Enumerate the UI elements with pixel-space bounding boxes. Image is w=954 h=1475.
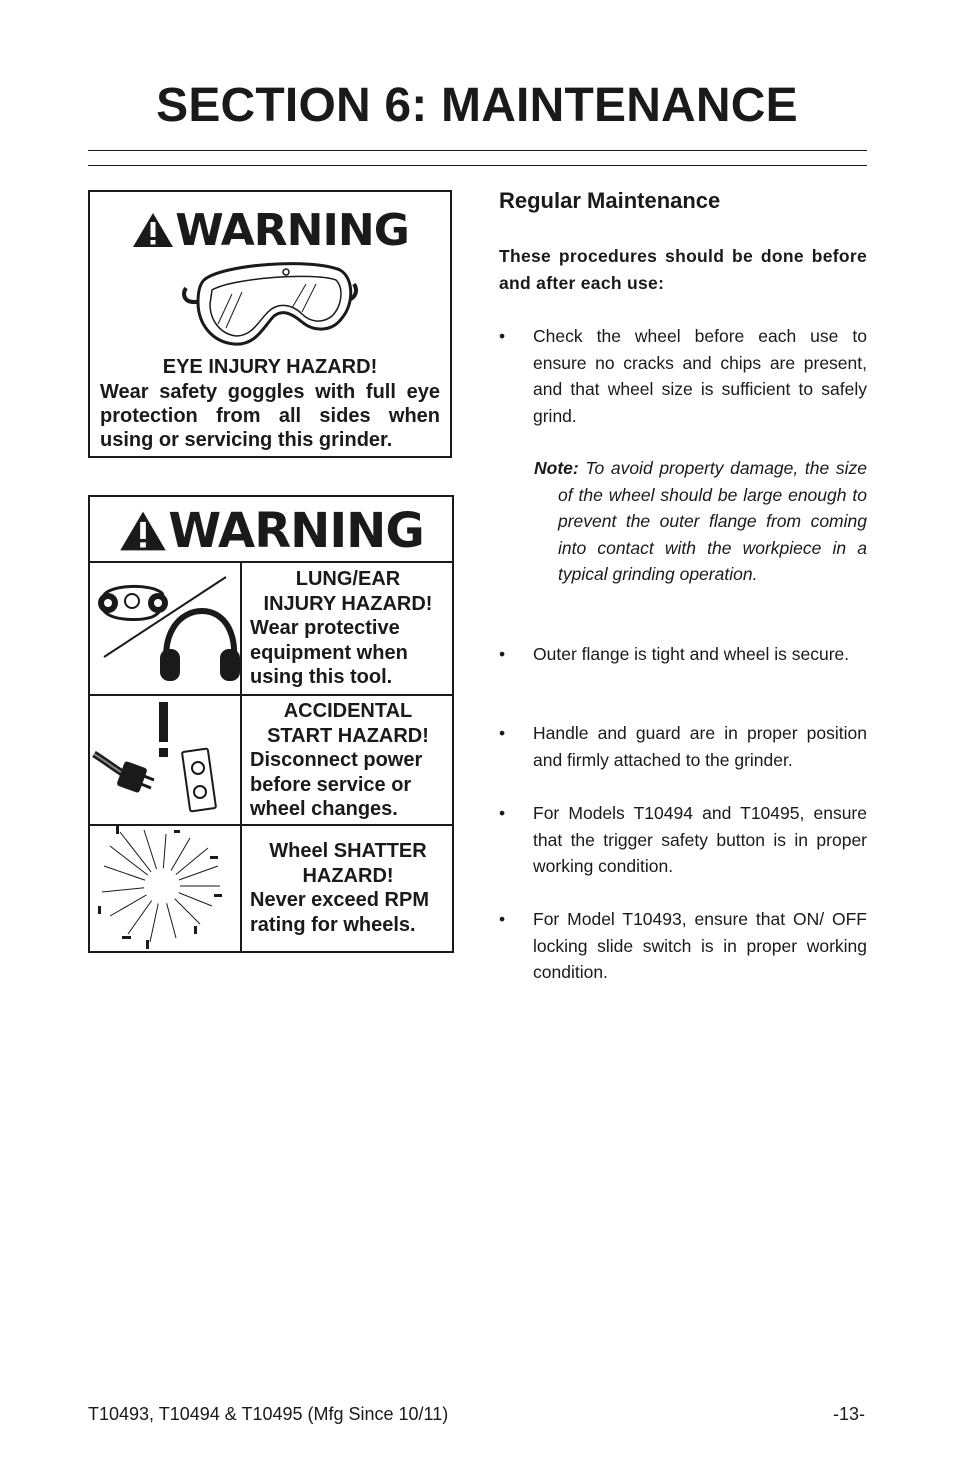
hazard-text-cell [250,839,446,937]
note-label: Note: [534,458,579,478]
hazard-title-line: INJURY HAZARD! [263,592,433,615]
bullet-marker: • [499,326,506,346]
warning-label: WARNING [168,503,424,559]
property-damage-note [534,455,867,588]
warning-label: WARNING [175,204,409,256]
bullet-marker: • [499,723,506,743]
hazard-text: Wear protective equipment when using this tool. [250,617,408,688]
hazard-text-cell [250,567,446,690]
list-item [499,323,867,429]
table-column-divider [240,561,242,951]
list-item-text: For Models T10494 and T10495, ensure that the trigger safety button is in proper working condition. [533,803,867,876]
warning-header [90,505,452,557]
hazard-text: Disconnect power before service or wheel changes. [250,749,423,820]
hazard-icon-cell [90,563,240,694]
warning-triangle-icon [118,509,168,553]
hazard-title-line: LUNG/EAR [295,568,401,590]
eye-hazard-text: Wear safety goggles with full eye protection from all sides when using or servicing this grinder. [100,381,440,451]
warning-triangle-icon [131,211,175,249]
footer-page-number: -13- [832,1404,865,1424]
list-item [499,641,867,668]
eye-warning-box [88,190,452,458]
shatter-burst-icon [90,826,240,951]
eye-hazard-title: EYE INJURY HAZARD! [162,356,378,378]
title-rule-top [88,150,867,151]
bullet-marker: • [499,803,506,823]
hazard-icon-cell [90,696,240,824]
maintenance-intro: These procedures should be done before and after each use: [499,246,867,293]
warning-header [90,206,450,254]
list-item-text: Check the wheel before each use to ensure no cracks and chips are present, and that wheel size is sufficient to safely grind. [533,326,867,426]
list-item [499,906,867,986]
bullet-marker: • [499,909,506,929]
list-item-text: Handle and guard are in proper position and firmly attached to the grinder. [533,723,867,770]
hazard-icon-cell [90,826,240,951]
list-item-text: Outer flange is tight and wheel is secure. [533,644,850,664]
footer-models: T10493, T10494 & T10495 (Mfg Since 10/11) [88,1404,449,1424]
multi-warning-box [88,495,454,953]
bullet-marker: • [499,644,506,664]
regular-maintenance-heading: Regular Maintenance [499,188,721,213]
hazard-text-cell [250,699,446,822]
hazard-title-line: HAZARD! [302,864,394,887]
respirator-earmuffs-icon [90,563,240,694]
hazard-title-line: START HAZARD! [267,724,429,747]
hazard-text: Never exceed RPM rating for wheels. [250,889,429,936]
list-item [499,800,867,880]
list-item [499,720,867,773]
list-item-text: For Model T10493, ensure that ON/ OFF locking slide switch is in proper working condition. [533,909,867,982]
note-text: To avoid property damage, the size of the wheel should be large enough to prevent the outer flange from coming into contact with the workpiece in a typical grinding operation. [558,458,867,584]
title-rule-bottom [88,165,867,166]
page-title: SECTION 6: MAINTENANCE [156,79,798,132]
hazard-title-line: Wheel SHATTER [269,840,427,862]
hazard-title-line: ACCIDENTAL [283,700,413,722]
safety-goggles-icon [182,254,358,350]
plug-outlet-icon [90,696,240,824]
